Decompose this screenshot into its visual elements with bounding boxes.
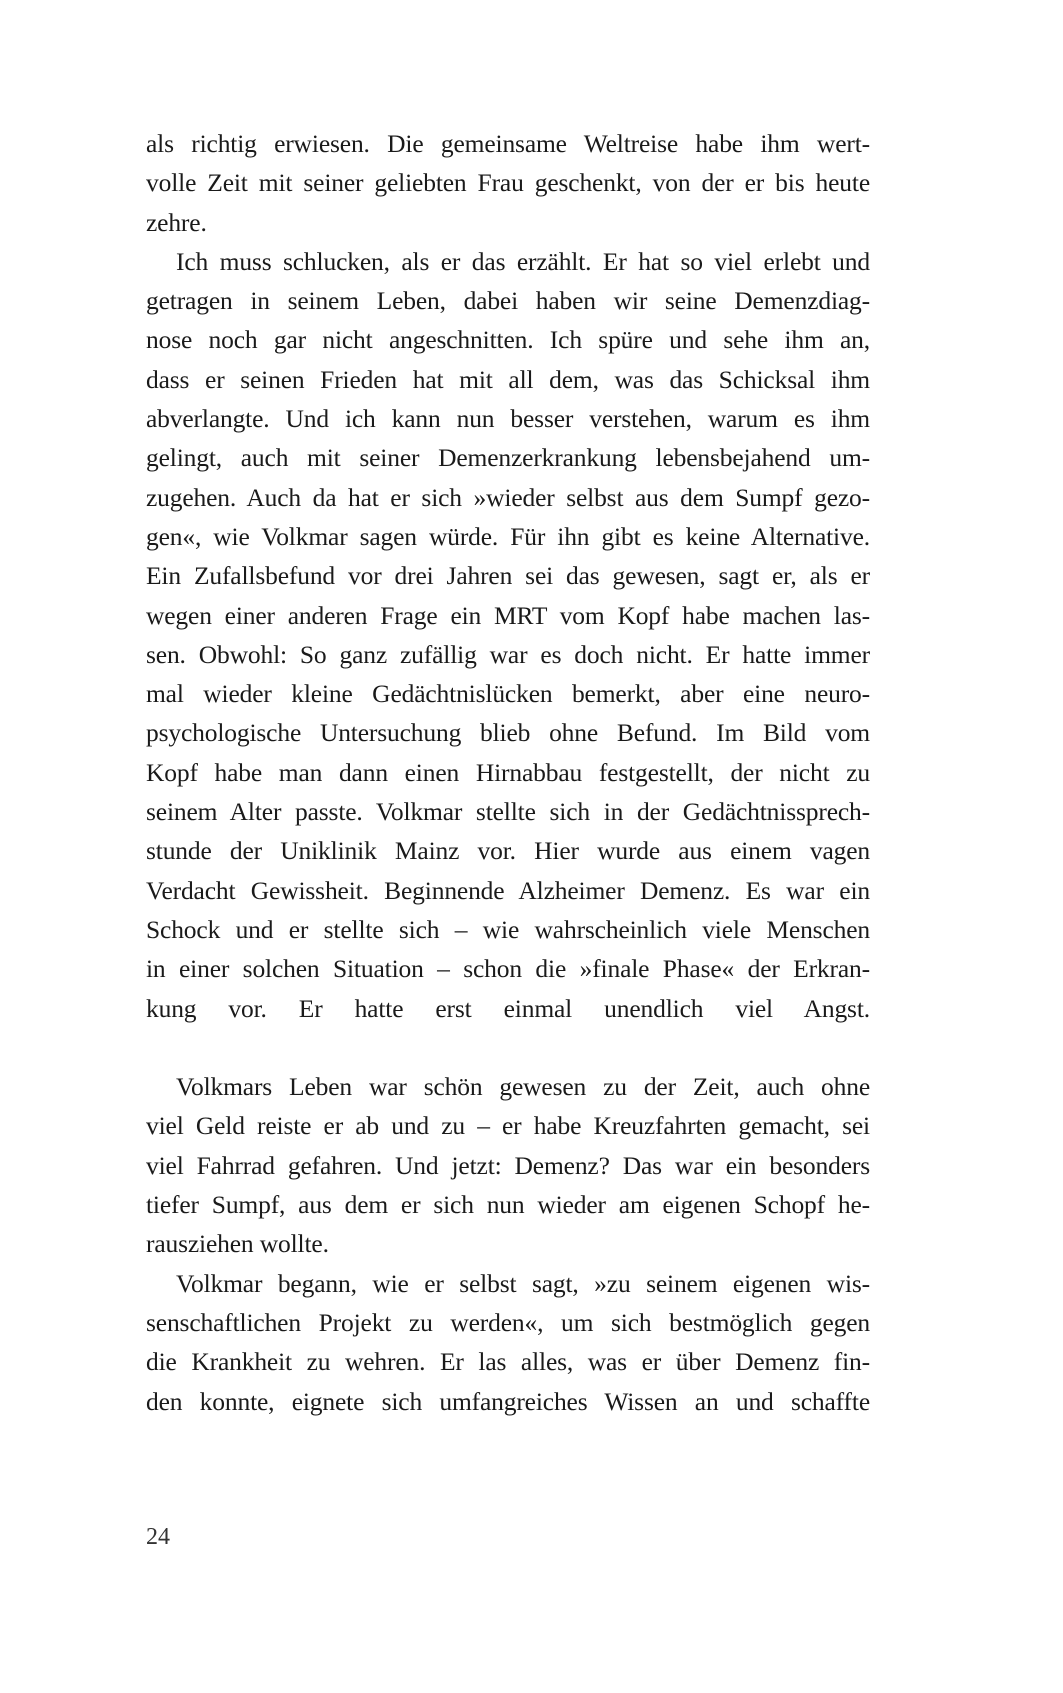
- text-line: getragen in seinem Leben, dabei haben wir seine Demenzdiag-: [146, 286, 870, 316]
- text-line: sen. Obwohl: So ganz zufällig war es doch nicht. Er hatte immer: [146, 639, 870, 669]
- text-line: seinem Alter passte. Volkmar stellte sich in der Gedächtnissprech-: [146, 797, 870, 827]
- text-line: volle Zeit mit seiner geliebten Frau geschenkt, von der er bis heute: [146, 168, 870, 198]
- text-line: dass er seinen Frieden hat mit all dem, was das Schicksal ihm: [146, 364, 870, 394]
- body-text: [146, 124, 870, 1421]
- text-line: Schock und er stellte sich – wie wahrscheinlich viele Menschen: [146, 914, 870, 944]
- text-line: mal wieder kleine Gedächtnislücken bemerkt, aber eine neuro-: [146, 679, 870, 709]
- text-line: viel Geld reiste er ab und zu – er habe Kreuzfahrten gemacht, sei: [146, 1111, 870, 1141]
- text-line: in einer solchen Situation – schon die »finale Phase« der Erkran-: [146, 954, 870, 984]
- text-line: rausziehen wollte.: [146, 1229, 329, 1259]
- paragraph-4: [146, 1264, 870, 1421]
- text-line: nose noch gar nicht angeschnitten. Ich spüre und sehe ihm an,: [146, 325, 870, 355]
- text-line: den konnte, eignete sich umfangreiches Wissen an und schaffte: [146, 1386, 870, 1416]
- text-line: als richtig erwiesen. Die gemeinsame Weltreise habe ihm wert-: [146, 129, 870, 158]
- text-line: Ich muss schlucken, als er das erzählt. Er hat so viel erlebt und: [176, 246, 870, 276]
- text-line: gen«, wie Volkmar sagen würde. Für ihn gibt es keine Alternative.: [146, 521, 870, 551]
- paragraph-1: [146, 124, 870, 242]
- paragraph-3: [146, 1067, 870, 1263]
- text-line: zugehen. Auch da hat er sich »wieder selbst aus dem Sumpf gezo-: [146, 482, 870, 512]
- text-line: Volkmar begann, wie er selbst sagt, »zu seinem eigenen wis-: [176, 1268, 870, 1298]
- text-line: tiefer Sumpf, aus dem er sich nun wieder am eigenen Schopf he-: [146, 1190, 870, 1220]
- text-line: zehre.: [146, 207, 207, 237]
- text-line: Volkmars Leben war schön gewesen zu der Zeit, auch ohne: [176, 1072, 870, 1102]
- text-line: senschaftlichen Projekt zu werden«, um sich bestmöglich gegen: [146, 1307, 870, 1337]
- text-line: Verdacht Gewissheit. Beginnende Alzheimer Demenz. Es war ein: [146, 875, 870, 905]
- text-line: viel Fahrrad gefahren. Und jetzt: Demenz? Das war ein besonders: [146, 1150, 870, 1180]
- text-line: die Krankheit zu wehren. Er las alles, was er über Demenz fin-: [146, 1347, 870, 1377]
- text-line: stunde der Uniklinik Mainz vor. Hier wurde aus einem vagen: [146, 836, 870, 866]
- text-line: wegen einer anderen Frage ein MRT vom Kopf habe machen las-: [146, 600, 870, 630]
- text-line: [146, 1028, 870, 1067]
- text-line: abverlangte. Und ich kann nun besser verstehen, warum es ihm: [146, 404, 870, 434]
- text-line: psychologische Untersuchung blieb ohne Befund. Im Bild vom: [146, 718, 870, 748]
- paragraph-2: [146, 242, 870, 1067]
- text-line: gelingt, auch mit seiner Demenzerkrankung lebensbejahend um-: [146, 443, 870, 473]
- text-line: Kopf habe man dann einen Hirnabbau festgestellt, der nicht zu: [146, 757, 870, 787]
- text-line: kung vor. Er hatte erst einmal unendlich viel Angst.: [146, 993, 870, 1023]
- text-line: Ein Zufallsbefund vor drei Jahren sei das gewesen, sagt er, als er: [146, 561, 870, 591]
- page-number: 24: [146, 1524, 170, 1550]
